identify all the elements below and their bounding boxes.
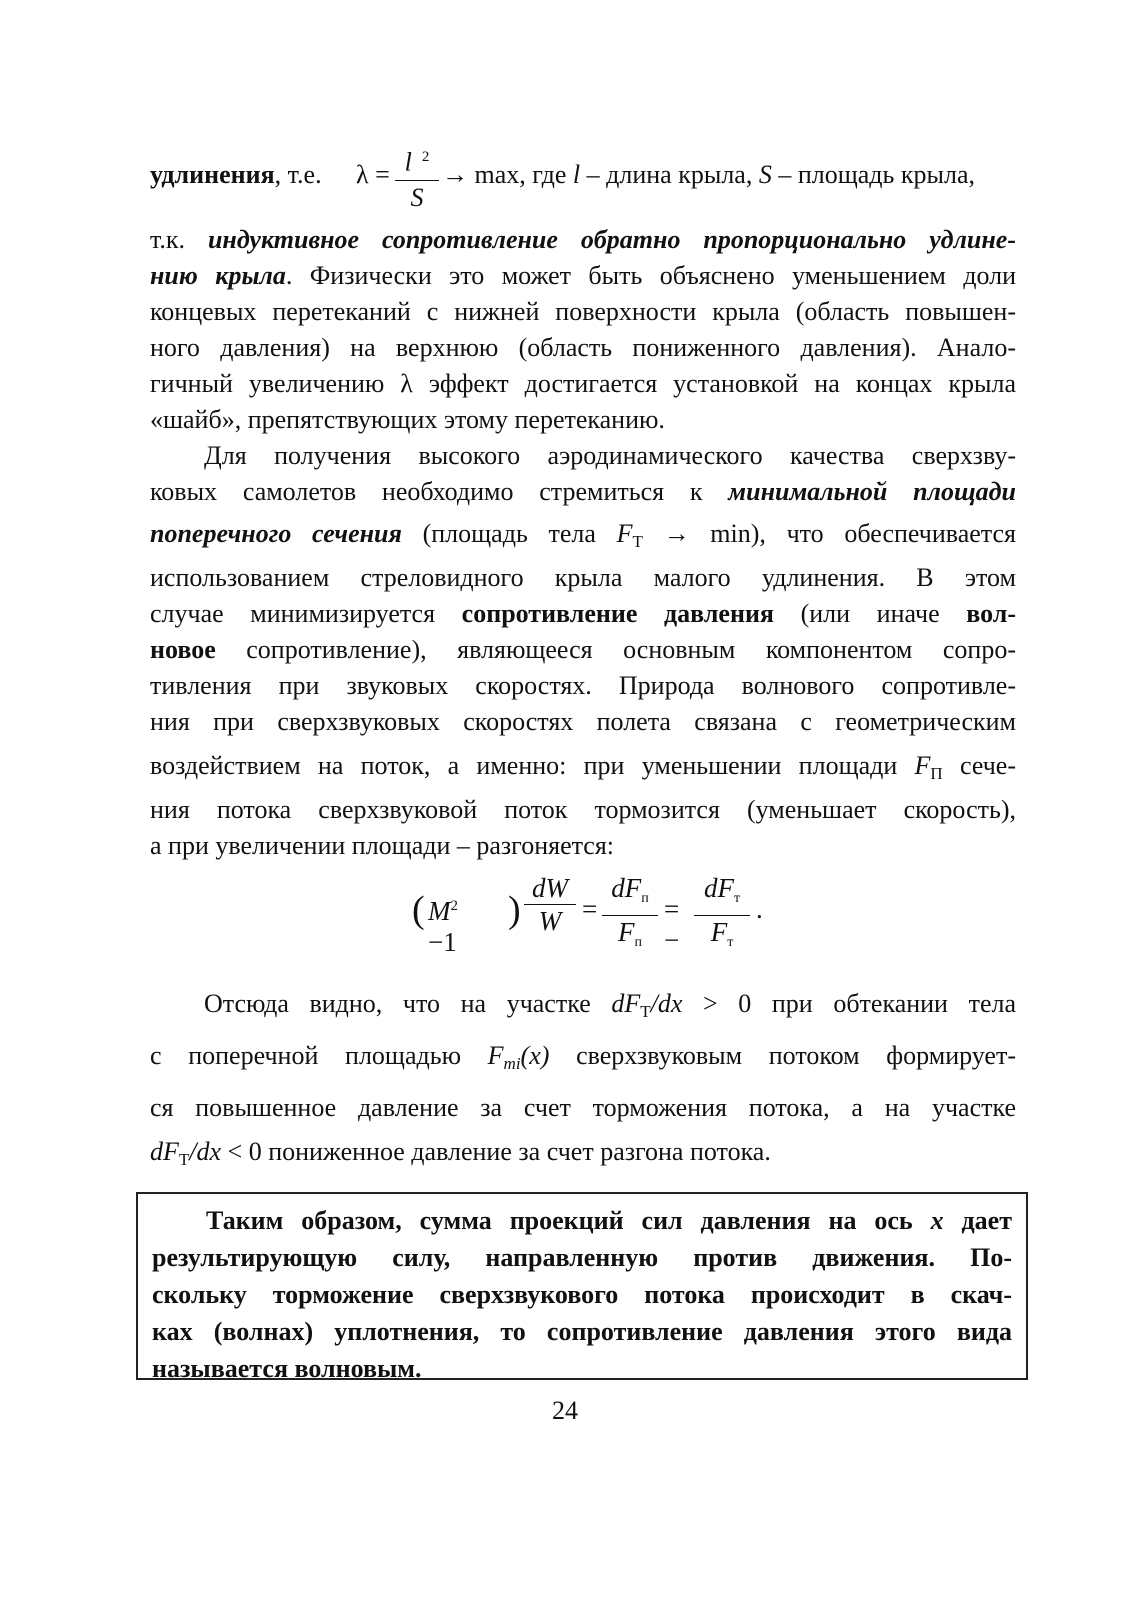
fraction-dft-ft: $dF_т$ $F_т$ xyxy=(694,872,750,959)
intro-formula-line: удлинения, т.е. λ = l $^2$ S → max, где l – длина крыла, S – площадь крыла, xyxy=(150,140,1016,220)
fraction-l2-over-s: l $^2$ S xyxy=(395,140,439,215)
fraction-dfp-fp: $dF_п$ $F_п$ xyxy=(602,872,658,959)
lambda-symbol: λ = xyxy=(356,160,390,189)
page-number: 24 xyxy=(552,1396,578,1425)
conclusion-box: Таким образом, сумма проекций сил давления на ось x дает результирующую силу, направленную против движения. По- скольку торможение сверхзвукового потока происходит в скач- ках (волнах) уплотнения, то сопротивление давления этого вида называется волновым. xyxy=(136,1192,1028,1380)
document-page: удлинения, т.е. λ = l $^2$ S → max, где l – длина крыла, S – площадь крыла, т.к. индуктивное сопротивление обратно пропорционально удлине- нию крыла. Физически это может быть объяснено уменьшением доли концевых перетеканий с нижней поверхности крыла (область повышен- ного давления) на верхнюю (область пониженного давления). Анало- гичный увеличению λ эффект достигается установкой на концах крыла «шайб», препятствующих этому перетеканию. Для получения высокого аэродинамического качества сверхзву- ковых самолетов необходимо стремиться к минимальной площади поперечного сечения (площадь тела $F_Т \to \min$), что обеспечивается использованием стреловидного крыла малого удлинения. В этом случае минимизируется сопротивление давления (или иначе вол- новое сопротивление), являющееся основным компонентом сопро- тивления при звуковых скоростях. Природа волнового сопротивле- ния при сверхзвуковых скоростях полета связана с геометрическим воздействием на поток, а именно: при уменьшении площади $F_П$ сече- ния потока сверхзвуковой поток тормозится (уменьшает скорость), а при увеличении площади – разгоняется: ( $M^2 -1$ ) dW W = $dF_п$ $F_п$ = − $dF_т$ $F_т$ . Отсюда видно, что на участке $dF_Т/dx > 0$ при обтекании тела с поперечной площадью $F_{тi}(x)$ сверхзвуковым потоком формирует- ся повышенное давление за счет торможения потока, а на участке $dF_Т/dx < 0$ пониженное давление за счет разгона потока. Таким образом, сумма проекций сил давления на ось x дает результирующую силу, направленную против движения. По- скольку торможение сверхзвукового потока происходит в скач- ках (волнах) уплотнения, то сопротивление давления этого вида называется волновым. 24 xyxy=(0,0,1130,1600)
paragraph-wave-drag: Для получения высокого аэродинамического качества сверхзву- ковых самолетов необходимо стремиться к минимальной площади поперечного сечения (площадь тела $F_Т \to \min$), что обеспечивается использованием стреловидного крыла малого удлинения. В этом случае минимизируется сопротивление давления (или иначе вол- новое сопротивление), являющееся основным компонентом сопро- тивления при звуковых скоростях. Природа волнового сопротивле- ния при сверхзвуковых скоростях полета связана с геометрическим воздействием на поток, а именно: при уменьшении площади $F_П$ сече- ния потока сверхзвуковой поток тормозится (уменьшает скорость), а при увеличении площади – разгоняется: xyxy=(150,441,1016,860)
paragraph-induced-drag: т.к. индуктивное сопротивление обратно пропорционально удлине- нию крыла. Физически это может быть объяснено уменьшением доли концевых перетеканий с нижней поверхности крыла (область повышен- ного давления) на верхнюю (область пониженного давления). Анало- гичный увеличению λ эффект достигается установкой на концах крыла «шайб», препятствующих этому перетеканию. xyxy=(150,225,1017,434)
fraction-dw-w: dW W xyxy=(524,872,576,937)
paragraph-pressure-areas: Отсюда видно, что на участке $dF_Т/dx > 0$ при обтекании тела с поперечной площадью $F_{тi}(x)$ сверхзвуковым потоком формирует- ся повышенное давление за счет торможения потока, а на участке $dF_Т/dx < 0$ пониженное давление за счет разгона потока. xyxy=(150,989,1016,1169)
term-elongation: удлинения xyxy=(150,160,275,189)
